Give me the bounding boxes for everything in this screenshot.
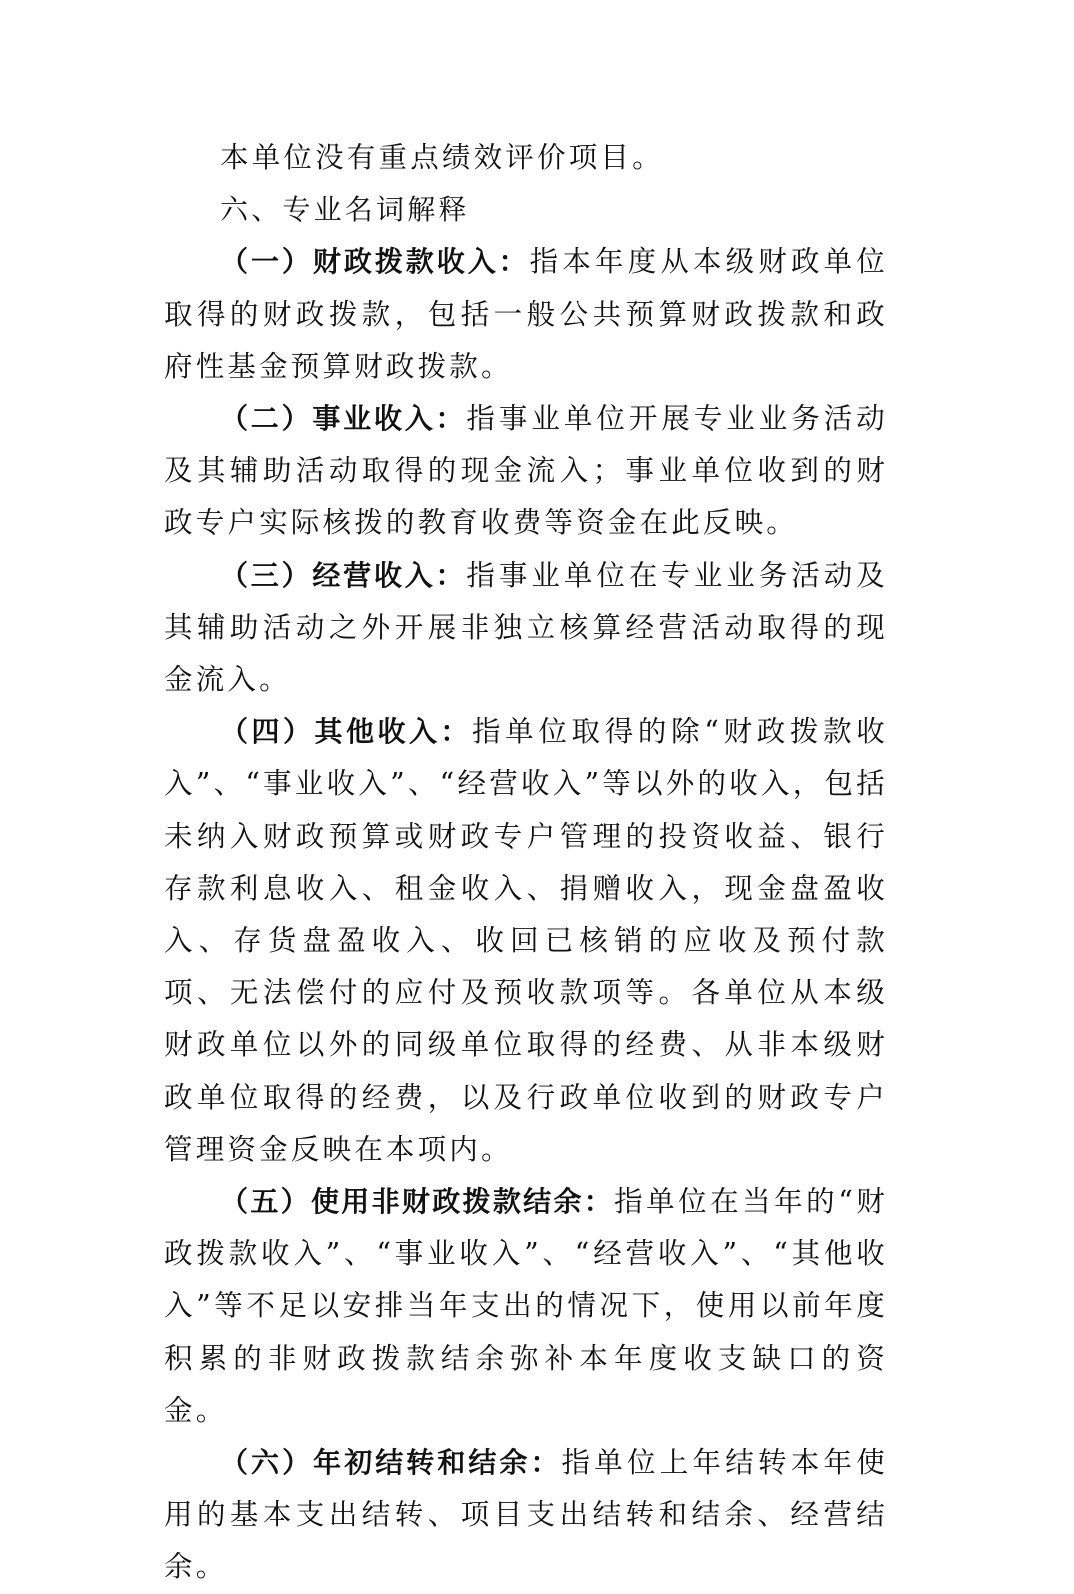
definition-text: 指本年度从本级财政单位取得的财政拨款，包括一般公共预算财政拨款和政府性基金预算财政拨款。	[164, 245, 888, 383]
intro-paragraph: 本单位没有重点绩效评价项目。	[220, 141, 664, 174]
document-body	[164, 132, 888, 1594]
definition-text: 指单位取得的除“财政拨款收入”、“事业收入”、“经营收入”等以外的收入，包括未纳入财政预算或财政专户管理的投资收益、银行存款利息收入、租金收入、捐赠收入，现金盘盈收入、存货盘盈收入、收回已核销的应收及预付款项、无法偿付的应付及预收款项等。各单位从本级财政单位以外的同级单位取得的经费、从非本级财政单位取得的经费，以及行政单位收到的财政专户管理资金反映在本项内。	[164, 715, 888, 1166]
definition-item-2	[164, 393, 888, 550]
definition-item-3	[164, 550, 888, 707]
definition-term: （一）财政拨款收入：	[220, 245, 530, 279]
definition-item-4	[164, 706, 888, 1176]
section-heading: 六、专业名词解释	[220, 193, 470, 227]
definition-term: （三）经营收入：	[220, 558, 467, 592]
definition-term: （二）事业收入：	[220, 402, 467, 436]
definition-text: 指事业单位开展专业业务活动及其辅助活动取得的现金流入；事业单位收到的财政专户实际核拨的教育收费等资金在此反映。	[164, 402, 888, 540]
definition-term: （五）使用非财政拨款结余：	[220, 1185, 615, 1219]
definition-text: 指事业单位在专业业务活动及其辅助活动之外开展非独立核算经营活动取得的现金流入。	[164, 558, 888, 697]
definition-text: 指单位在当年的“财政拨款收入”、“事业收入”、“经营收入”、“其他收入”等不足以安排当年支出的情况下，使用以前年度积累的非财政拨款结余弥补本年度收支缺口的资金。	[164, 1185, 888, 1427]
definition-term: （四）其他收入：	[220, 715, 472, 749]
definition-term: （六）年初结转和结余：	[220, 1446, 562, 1480]
definition-item-5	[164, 1176, 888, 1437]
definition-item-6	[164, 1437, 888, 1594]
definition-text: 指单位上年结转本年使用的基本支出结转、项目支出结转和结余、经营结余。	[164, 1446, 888, 1584]
definition-item-1	[164, 236, 888, 393]
